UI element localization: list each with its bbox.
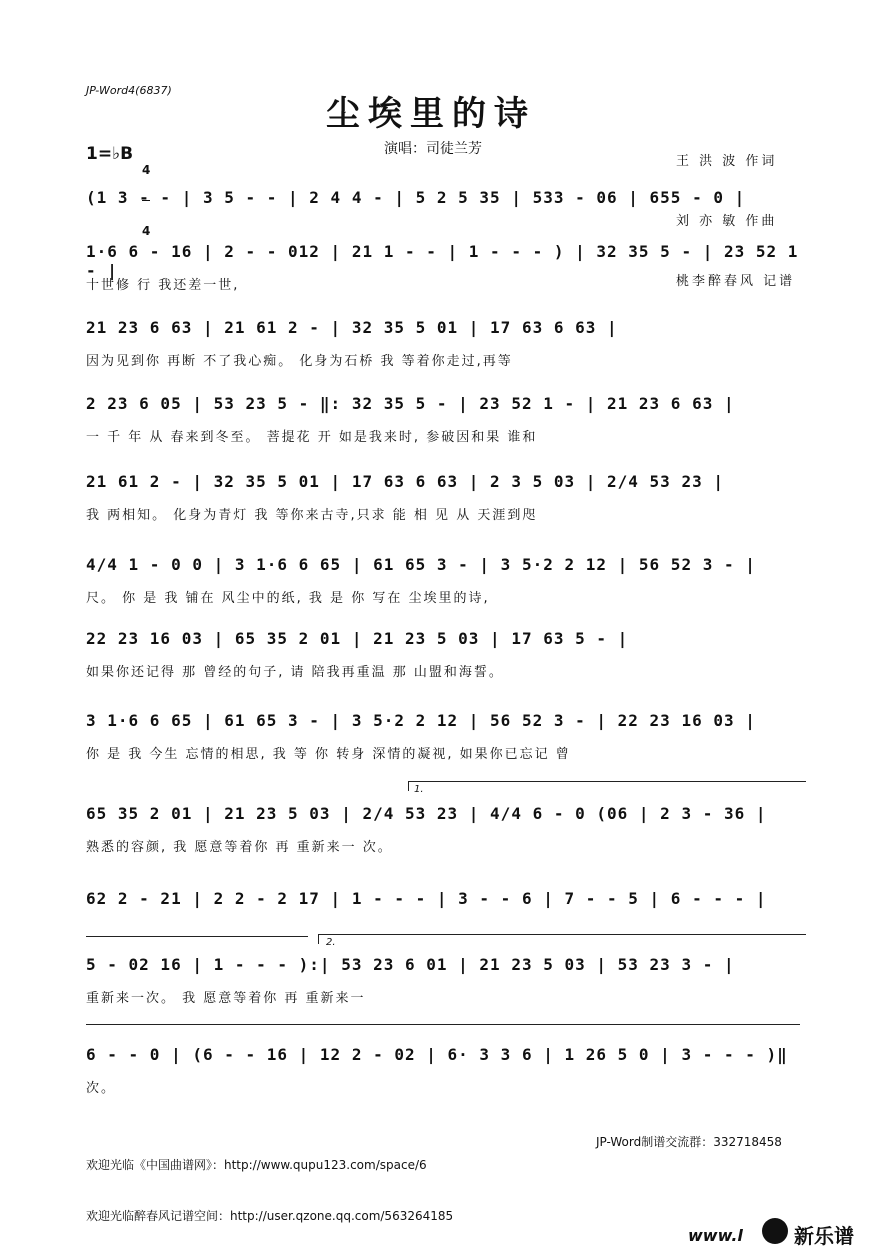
watermark-name: 新乐谱 [794, 1224, 854, 1248]
footer-link-qupu[interactable]: 欢迎光临《中国曲谱网》：http://www.qupu123.com/space/6 [86, 1158, 427, 1172]
first-ending-bracket [408, 781, 806, 782]
lyrics: 因为见到你 再断 不了我心痴。 化身为石桥 我 等着你走过,再等 [86, 354, 513, 369]
notes: 21 61 2 - | 32 35 5 01 | 17 63 6 63 | 2 3 5 03 | 2/4 53 23 | [86, 472, 724, 491]
watermark-logo-icon [762, 1218, 788, 1244]
credits [676, 112, 795, 312]
footer-group: JP-Word制谱交流群：332718458 [596, 1135, 782, 1149]
transcriber: 桃李醉春风 记谱 [676, 274, 796, 289]
second-ending-tick [318, 934, 319, 944]
footer-links [86, 1123, 453, 1242]
lyrics: 尺。 你 是 我 铺在 风尘中的纸, 我 是 你 写在 尘埃里的诗, [86, 591, 490, 606]
notes: 22 23 16 03 | 65 35 2 01 | 21 23 5 03 | 17 63 5 - | [86, 629, 629, 648]
first-ending-continuation [86, 936, 308, 937]
first-ending-tick [408, 781, 409, 791]
notes: 21 23 6 63 | 21 61 2 - | 32 35 5 01 | 17 63 6 63 | [86, 318, 618, 337]
song-title: 尘埃里的诗 [326, 94, 536, 134]
lyrics: 一 千 年 从 春来到冬至。 菩提花 开 如是我来时, 参破因和果 谁和 [86, 430, 538, 445]
notes: 65 35 2 01 | 21 23 5 03 | 2/4 53 23 | 4/4 6 - 0 (06 | 2 3 - 36 | [86, 804, 767, 823]
second-ending-continuation [86, 1024, 800, 1025]
singer: 演唱：司徒兰芳 [384, 141, 482, 157]
lyrics: 如果你还记得 那 曾经的句子, 请 陪我再重温 那 山盟和海誓。 [86, 665, 504, 680]
watermark-url: www.l [688, 1226, 743, 1245]
key-signature: 1=♭B [86, 144, 134, 164]
time-signature-bottom: 4 [142, 224, 151, 238]
second-ending-label: 2. [326, 937, 336, 948]
notes: 6 - - 0 | (6 - - 16 | 12 2 - 02 | 6· 3 3 6 | 1 26 5 0 | 3 - - - )‖ [86, 1045, 788, 1064]
composer: 刘 亦 敏 作曲 [676, 214, 778, 229]
first-ending-label: 1. [414, 784, 424, 795]
lyrics: 十世修 行 我还差一世, [86, 278, 240, 293]
lyrics: 重新来一次。 我 愿意等着你 再 重新来一 [86, 991, 366, 1006]
notes: (1 3 - - | 3 5 - - | 2 4 4 - | 5 2 5 35 | 533 - 06 | 655 - 0 | [86, 188, 746, 207]
notes: 4/4 1 - 0 0 | 3 1·6 6 65 | 61 65 3 - | 3 5·2 2 12 | 56 52 3 - | [86, 555, 756, 574]
notes: 2 23 6 05 | 53 23 5 - ‖: 32 35 5 - | 23 52 1 - | 21 23 6 63 | [86, 394, 735, 413]
notes: 62 2 - 21 | 2 2 - 2 17 | 1 - - - | 3 - - 6 | 7 - - 5 | 6 - - - | [86, 889, 767, 908]
lyrics: 熟悉的容颜, 我 愿意等着你 再 重新来一 次。 [86, 840, 393, 855]
lyrics: 次。 [86, 1081, 117, 1096]
software-version: JP-Word4(6837) [86, 84, 172, 97]
lyrics: 你 是 我 今生 忘情的相思, 我 等 你 转身 深情的凝视, 如果你已忘记 曾 [86, 747, 571, 762]
lyrics: 我 两相知。 化身为青灯 我 等你来古寺,只求 能 相 见 从 天涯到咫 [86, 508, 538, 523]
second-ending-bracket [318, 934, 806, 935]
time-signature-top: 4 [142, 163, 151, 177]
notes: 5 - 02 16 | 1 - - - ):| 53 23 6 01 | 21 23 5 03 | 53 23 3 - | [86, 955, 735, 974]
notes: 3 1·6 6 65 | 61 65 3 - | 3 5·2 2 12 | 56 52 3 - | 22 23 16 03 | [86, 711, 756, 730]
footer-link-qzone[interactable]: 欢迎光临醉春风记谱空间：http://user.qzone.qq.com/563264185 [86, 1209, 454, 1223]
lyricist: 王 洪 波 作词 [676, 154, 778, 169]
notes: 1·6 6 - 16 | 2 - - 012 | 21 1 - - | 1 - - - ) | 32 35 5 - | 23 52 1 - | [86, 242, 799, 280]
